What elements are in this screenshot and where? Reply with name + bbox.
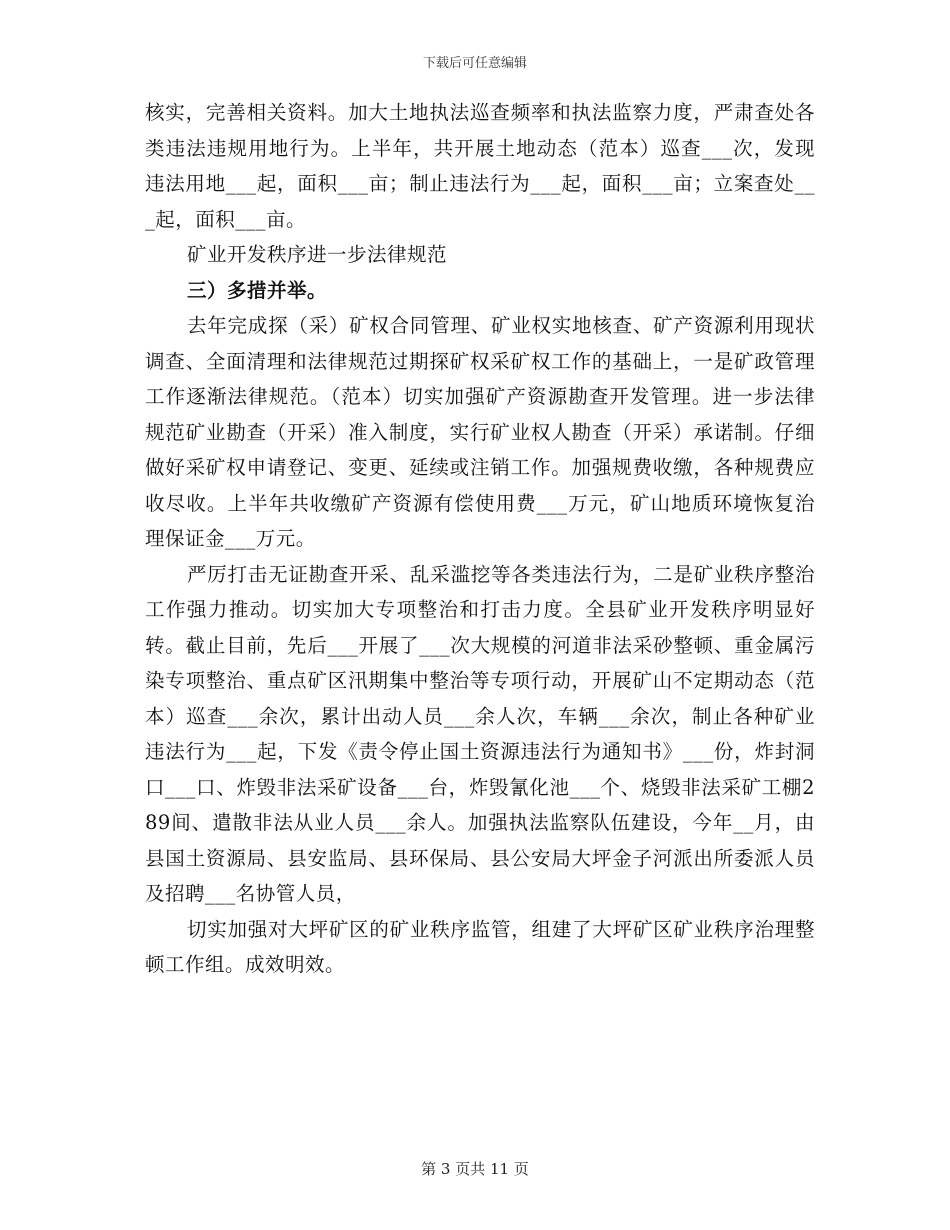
document-body (145, 95, 815, 983)
page-number-footer: 第 3 页共 11 页 (421, 1160, 529, 1178)
paragraph-mining-management: 去年完成探（采）矿权合同管理、矿业权实地核查、矿产资源利用现状调查、全面清理和法律规范过期探矿权采矿权工作的基础上，一是矿政管理工作逐渐法律规范。（范本）切实加强矿产资源勘查开发管理。进一步法律规范矿业勘查（开采）准入制度，实行矿业权人勘查（开采）承诺制。仔细做好采矿权申请登记、变更、延续或注销工作。加强规费收缴，各种规费应收尽收。上半年共收缴矿产资源有偿使用费___万元，矿山地质环境恢复治理保证金___万元。 (145, 314, 815, 550)
paragraph-mining-rectification: 严厉打击无证勘查开采、乱采滥挖等各类违法行为，二是矿业秩序整治工作强力推动。切实加大专项整治和打击力度。全县矿业开发秩序明显好转。截止目前，先后___开展了___次大规模的河道非法采砂整顿、重金属污染专项整治、重点矿区汛期集中整治等专项行动，开展矿山不定期动态（范本）巡查___余次，累计出动人员___余人次，车辆___余次，制止各种矿业违法行为___起，下发《责令停止国土资源违法行为通知书》___份，炸封洞口___口、炸毁非法采矿设备___台，炸毁氰化池___个、烧毁非法采矿工棚289间、遣散非法从业人员___余人。加强执法监察队伍建设，今年__月，由县国土资源局、县安监局、县环保局、县公安局大坪金子河派出所委派人员及招聘___名协管人员， (145, 562, 815, 905)
paragraph-land-enforcement: 核实，完善相关资料。加大土地执法巡查频率和执法监察力度，严肃查处各类违法违规用地行为。上半年，共开展土地动态（范本）巡查___次，发现违法用地___起，面积___亩；制止违法行为___起，面积___亩；立案查处___起，面积___亩。 (145, 101, 815, 231)
paragraph-daping-supervision: 切实加强对大坪矿区的矿业秩序监管，组建了大坪矿区矿业秩序治理整顿工作组。成效明效。 (145, 917, 815, 976)
page-header: 下载后可任意编辑 (422, 56, 527, 71)
section-heading-measures: 三）多措并举。 (187, 278, 328, 302)
section-title-mining-order: 矿业开发秩序进一步法律规范 (187, 243, 448, 266)
